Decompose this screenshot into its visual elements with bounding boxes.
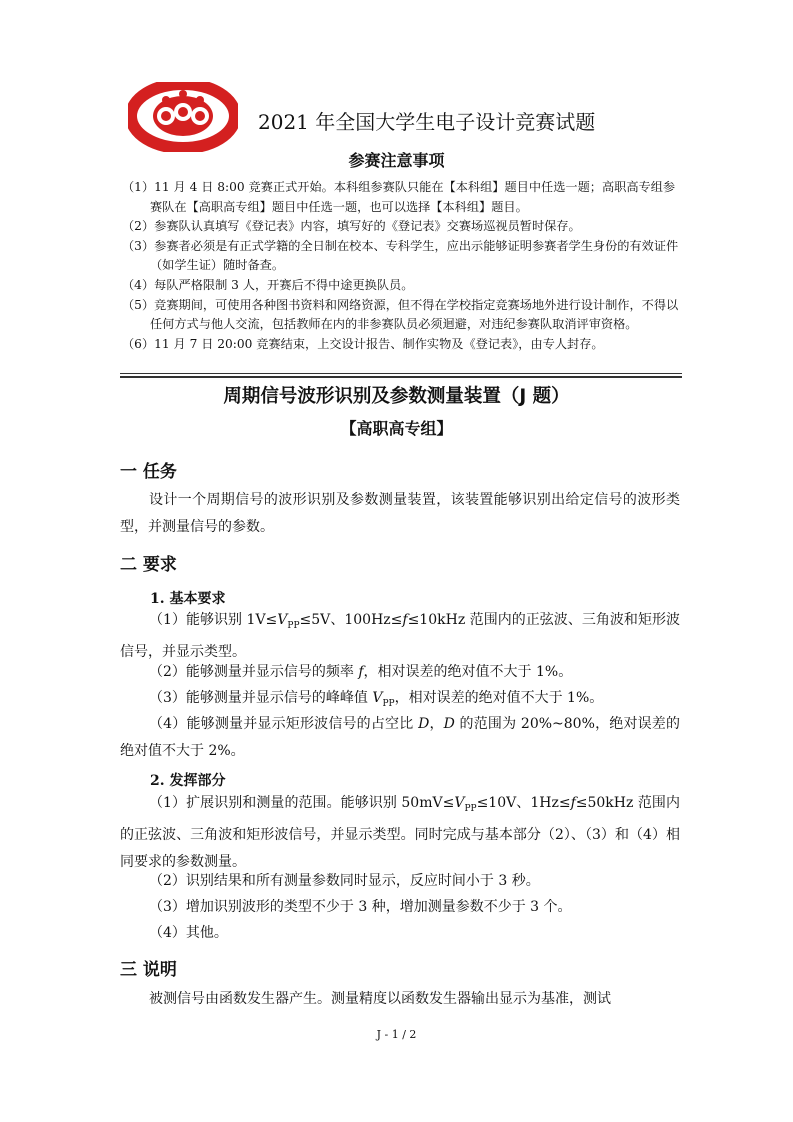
section-heading-task: 一 任务 bbox=[120, 462, 177, 482]
problem-group: 【高职高专组】 bbox=[340, 419, 453, 438]
contest-logo-graphic bbox=[128, 82, 238, 152]
requirement-item: （4）其他。 bbox=[149, 925, 228, 941]
notes-text: 被测信号由函数发生器产生。测量精度以函数发生器输出显示为基准，测试 bbox=[149, 991, 611, 1007]
notice-list bbox=[122, 178, 682, 354]
notice-item: （1）11 月 4 日 8:00 竞赛正式开始。本科组参赛队只能在【本科组】题目中任选一题；高职高专组参赛队在【高职高专组】题目中任选一题，也可以选择【本科组】题目。 bbox=[122, 180, 676, 214]
basic-requirements-heading: 1. 基本要求 bbox=[150, 591, 226, 607]
divider bbox=[120, 376, 682, 378]
section-heading-requirements: 二 要求 bbox=[120, 555, 177, 575]
notice-item: （2）参赛队认真填写《登记表》内容，填写好的《登记表》交赛场巡视员暂时保存。 bbox=[122, 219, 581, 234]
requirement-item: （3）能够测量并显示信号的峰峰值 $V_{PP}$，相对误差的绝对值不大于 1%。 bbox=[149, 690, 604, 709]
requirement-item: （4）能够测量并显示矩形波信号的占空比 D，D 的范围为 20%~80%，绝对误差的绝对值不大于 2%。 bbox=[120, 716, 680, 759]
requirement-item: （1）能够识别 $1V\le V_{PP}\le 5V$、100Hz≤f≤10kHz 范围内的正弦波、三角波和矩形波信号，并显示类型。 bbox=[120, 612, 680, 661]
notice-item: （3）参赛者必须是有正式学籍的全日制在校本、专科学生，应出示能够证明参赛者学生身份的有效证件（如学生证）随时备查。 bbox=[122, 238, 679, 273]
notice-item: （4）每队严格限制 3 人，开赛后不得中途更换队员。 bbox=[122, 277, 414, 292]
requirement-item: （1）扩展识别和测量的范围。能够识别 $50mV\le V_{PP}\le 10V$、1Hz≤f≤50kHz 范围内的正弦波、三角波和矩形波信号，并显示类型。同时完成与基本部分（2）、（3）和（4）相同要求的参数测量。 bbox=[120, 795, 680, 870]
notice-item: （5）竞赛期间，可使用各种图书资料和网络资源，但不得在学校指定竞赛场地外进行设计制作，不得以任何方式与他人交流，包括教师在内的非参赛队员必须迴避，对违纪参赛队取消评审资格。 bbox=[122, 297, 679, 332]
requirement-item: （2）能够测量并显示信号的频率 f，相对误差的绝对值不大于 1%。 bbox=[149, 664, 573, 680]
notice-heading: 参赛注意事项 bbox=[348, 151, 445, 170]
page-number: J - 1 / 2 bbox=[376, 1028, 417, 1041]
extended-requirements-heading: 2. 发挥部分 bbox=[150, 773, 226, 789]
notice-item: （6）11 月 7 日 20:00 竞赛结束，上交设计报告、制作实物及《登记表》，由专人封存。 bbox=[122, 336, 604, 351]
section-heading-notes: 三 说明 bbox=[120, 960, 177, 980]
requirement-item: （3）增加识别波形的类型不少于 3 种，增加测量参数不少于 3 个。 bbox=[149, 899, 572, 915]
task-text: 设计一个周期信号的波形识别及参数测量装置，该装置能够识别出给定信号的波形类型，并测量信号的参数。 bbox=[120, 492, 680, 535]
problem-title: 周期信号波形识别及参数测量装置（J 题） bbox=[223, 386, 570, 407]
contest-logo bbox=[128, 82, 238, 152]
requirement-item: （2）识别结果和所有测量参数同时显示，反应时间小于 3 秒。 bbox=[149, 873, 540, 889]
contest-title: 2021 年全国大学生电子设计竞赛试题 bbox=[258, 110, 596, 134]
divider bbox=[120, 373, 682, 374]
